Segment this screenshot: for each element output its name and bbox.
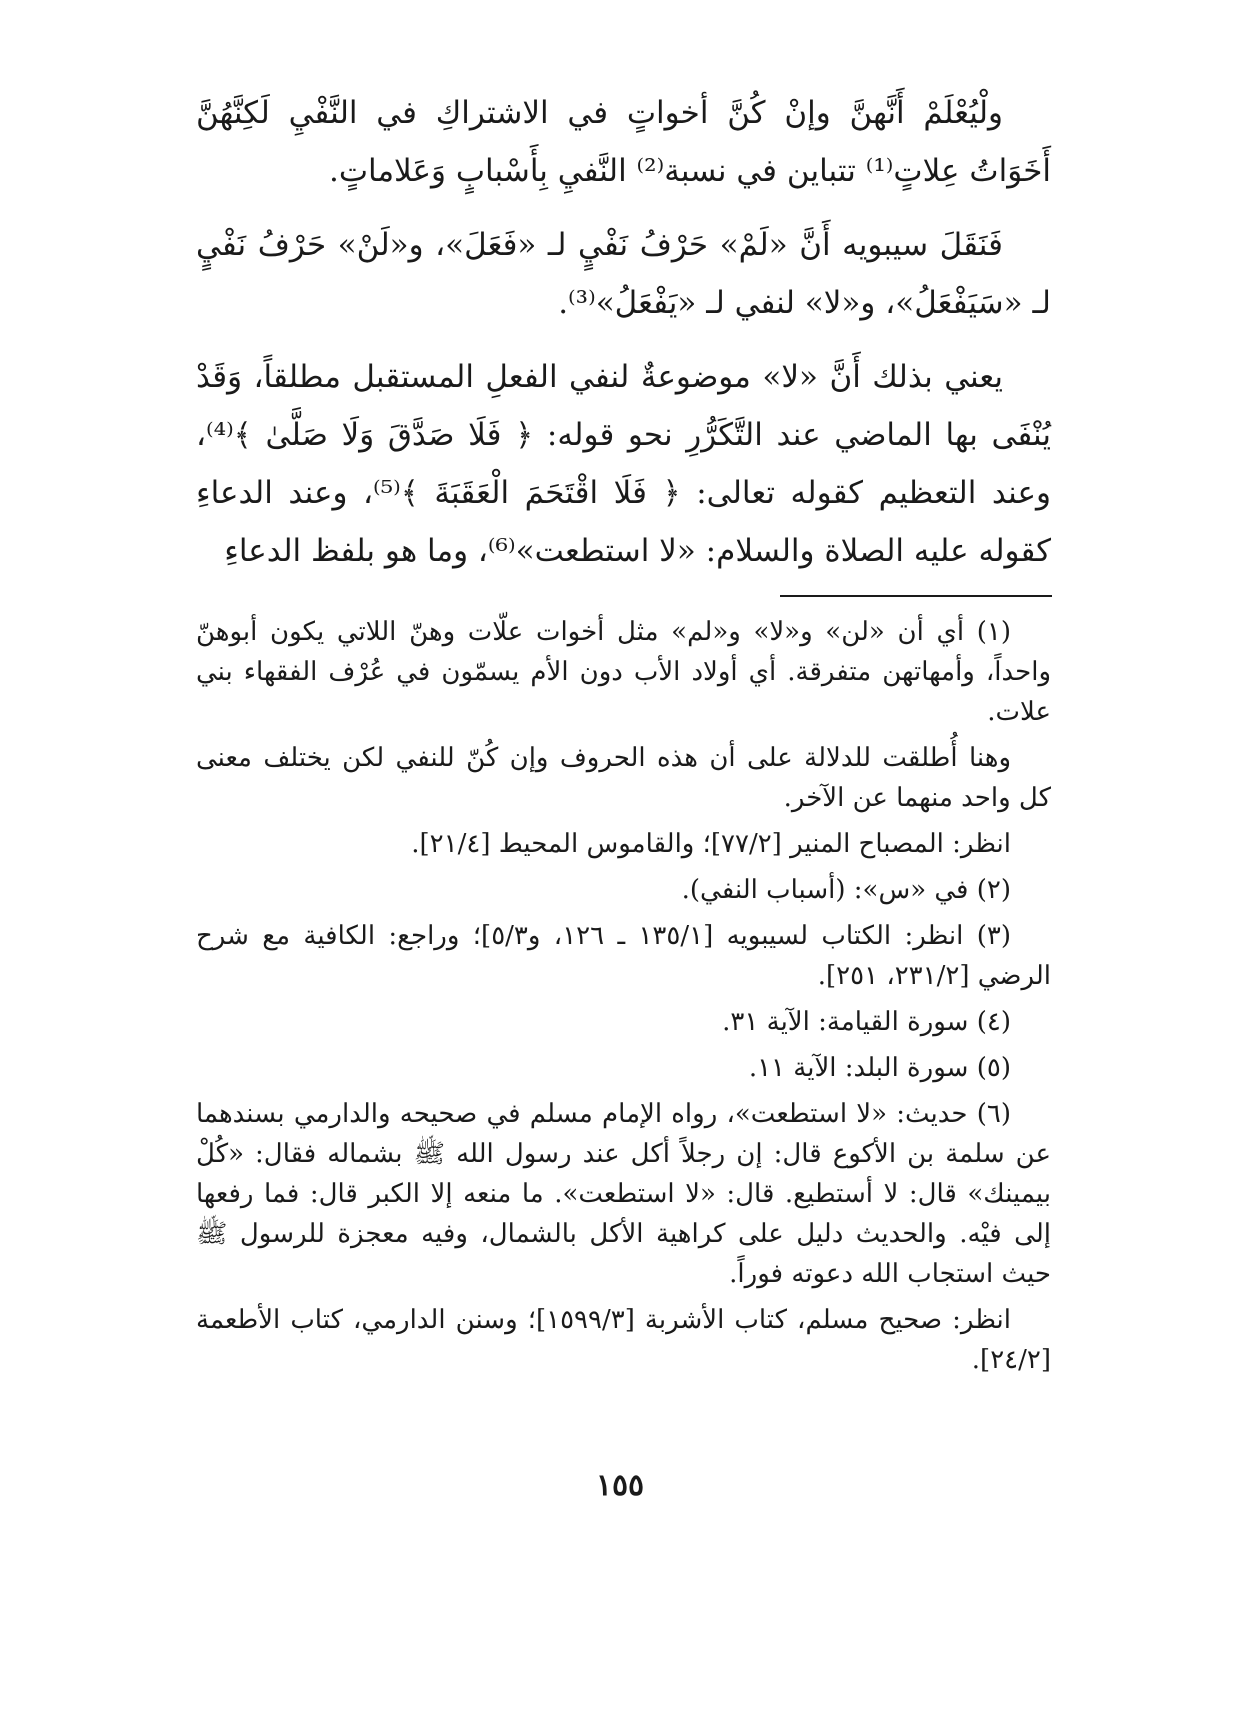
footnote: (٤) سورة القيامة: الآية ٣١. — [722, 1007, 1011, 1037]
footnote: (٢) في «س»: (أسباب النفي). — [681, 875, 1011, 905]
footnote: (٦) حديث: «لا استطعت»، رواه الإمام مسلم في صحيحه والدارمي بسندهما عن سلمة بن الأكوع قال: إن رجلاً أكل عند رسول الله ﷺ بشماله فقال: «كُلْ بيمينك» قال: لا أستطيع. قال: «لا استطعت». ما منعه إلا الكبر قال: فما رفعها إلى فيْه. والحديث دليل على كراهية الأكل بالشمال، وفيه معجزة للرسول ﷺ حيث استجاب الله دعوته فوراً. — [196, 1099, 1051, 1289]
footnote-divider — [780, 595, 1052, 597]
footnote-reference: انظر: المصباح المنير [٧٧/٢]؛ والقاموس المحيط [٢١/٤]. — [411, 829, 1011, 859]
main-text — [196, 84, 1051, 596]
main-paragraph: ولْيُعْلَمْ أَنَّهنَّ وإنْ كُنَّ أخواتٍ في الاشتراكِ في النَّفْيِ لَكِنَّهُنَّ أَخَوَاتُ عِلاتٍ⁽¹⁾ تتباين في نسبة⁽²⁾ النَّفيِ بِأَسْبابٍ وَعَلاماتٍ. — [196, 95, 1051, 189]
footnote-continuation: وهنا أُطلقت للدلالة على أن هذه الحروف وإن كُنّ للنفي لكن يختلف معنى كل واحد منهما عن الآخر. — [196, 743, 1051, 813]
main-paragraph: فَنَقَلَ سيبويه أَنَّ «لَمْ» حَرْفُ نَفْيٍ لـ «فَعَلَ»، و«لَنْ» حَرْفُ نَفْيٍ لـ «سَيَفْعَلُ»، و«لا» لنفي لـ «يَفْعَلُ»⁽³⁾. — [196, 227, 1051, 321]
footnote: (٣) انظر: الكتاب لسيبويه [١٣٥/١ ـ ١٢٦، و٥/٣]؛ وراجع: الكافية مع شرح الرضي [٢٣١/٢، ٢٥١]. — [196, 921, 1051, 991]
page-number: ١٥٥ — [595, 1468, 645, 1503]
footnotes — [196, 612, 1051, 1386]
footnote: (٥) سورة البلد: الآية ١١. — [748, 1053, 1011, 1083]
footnote-reference: انظر: صحيح مسلم، كتاب الأشربة [١٥٩٩/٣]؛ وسنن الدارمي، كتاب الأطعمة [٢٤/٢]. — [196, 1305, 1051, 1375]
footnote: (١) أي أن «لن» و«لا» و«لم» مثل أخوات علّات وهنّ اللاتي يكون أبوهنّ واحداً، وأمهاتهن متفرقة. أي أولاد الأب دون الأم يسمّون في عُرْف الفقهاء بني علات. — [196, 617, 1051, 727]
main-paragraph: يعني بذلك أَنَّ «لا» موضوعةٌ لنفي الفعلِ المستقبل مطلقاً، وَقَدْ يُنْفَى بها الماضي عند التَّكَرُّرِ نحو قوله: ﴿ فَلَا صَدَّقَ وَلَا صَلَّىٰ ﴾⁽⁴⁾، وعند التعظيم كقوله تعالى: ﴿ فَلَا اقْتَحَمَ الْعَقَبَةَ ﴾⁽⁵⁾، وعند الدعاءِ كقوله عليه الصلاة والسلام: «لا استطعت»⁽⁶⁾، وما هو بلفظ الدعاءِ — [196, 359, 1052, 569]
